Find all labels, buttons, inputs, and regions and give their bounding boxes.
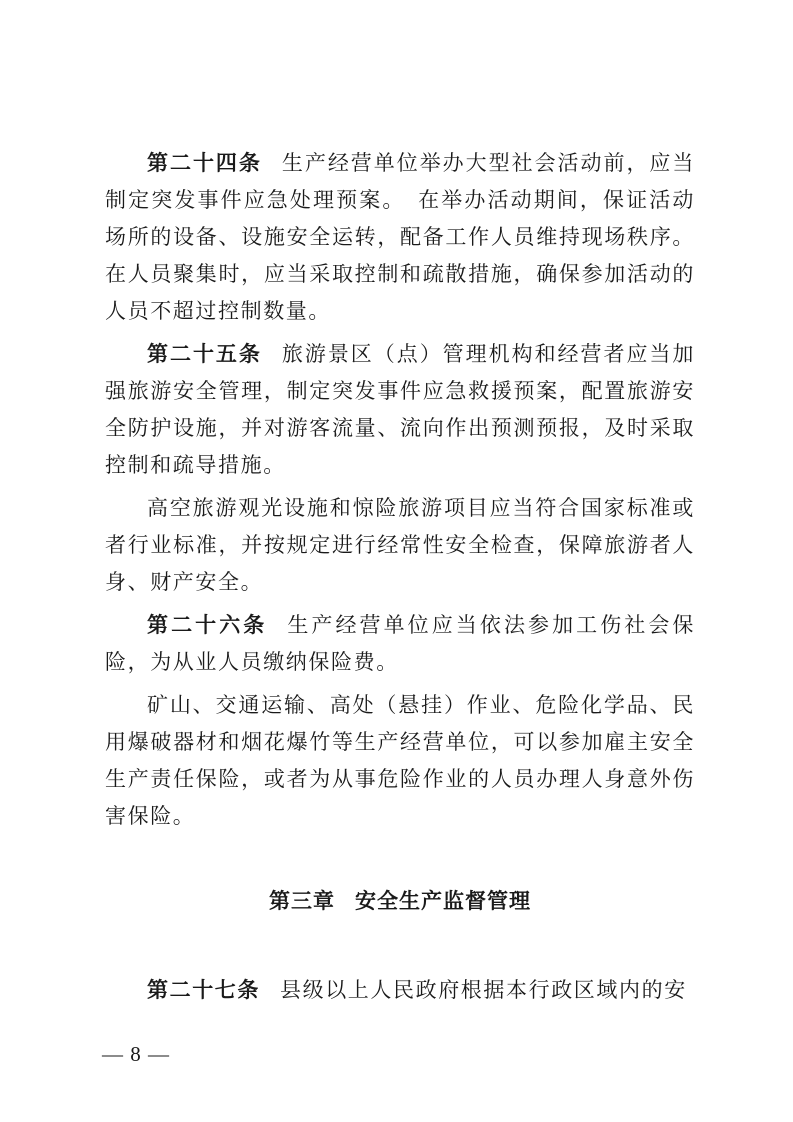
article-25-paragraph-2: 高空旅游观光设施和惊险旅游项目应当符合国家标准或者行业标准，并按规定进行经常性安全检查，保障旅游者人身、财产安全。 — [105, 496, 695, 594]
article-25 — [105, 336, 695, 484]
page-number: — 8 — — [102, 1042, 170, 1066]
article-26 — [105, 607, 695, 681]
article-text: 旅游景区（点）管理机构和经营者应当加强旅游安全管理，制定突发事件应急救援预案，配置旅游安全防护设施，并对游客流量、流向作出预测预报，及时采取控制和疏导措施。 — [105, 342, 695, 477]
article-24 — [105, 145, 695, 330]
article-number: 第二十七条 — [147, 978, 260, 1002]
article-26-paragraph-2: 矿山、交通运输、高处（悬挂）作业、危险化学品、民用爆破器材和烟花爆竹等生产经营单位，可以参加雇主安全生产责任保险，或者为从事危险作业的人员办理人身意外伤害保险。 — [105, 693, 695, 828]
chapter-title: 安全生产监督管理 — [355, 889, 531, 913]
article-number: 第二十四条 — [147, 151, 262, 175]
document-body — [105, 145, 695, 1015]
article-27 — [105, 972, 695, 1009]
article-text: 生产经营单位应当依法参加工伤社会保险，为从业人员缴纳保险费。 — [105, 613, 696, 674]
article-text: 县级以上人民政府根据本行政区域内的安 — [280, 978, 687, 1002]
article-text: 生产经营单位举办大型社会活动前，应当制定突发事件应急处理预案。 在举办活动期间，保证活动场所的设备、设施安全运转，配备工作人员维持现场秩序。在人员聚集时，应当采取控制和疏散措施，确保参加活动的人员不超过控制数量。 — [105, 151, 695, 323]
article-number: 第二十六条 — [147, 613, 268, 637]
article-number: 第二十五条 — [147, 342, 262, 366]
chapter-heading — [105, 883, 695, 920]
chapter-number: 第三章 — [269, 889, 335, 913]
